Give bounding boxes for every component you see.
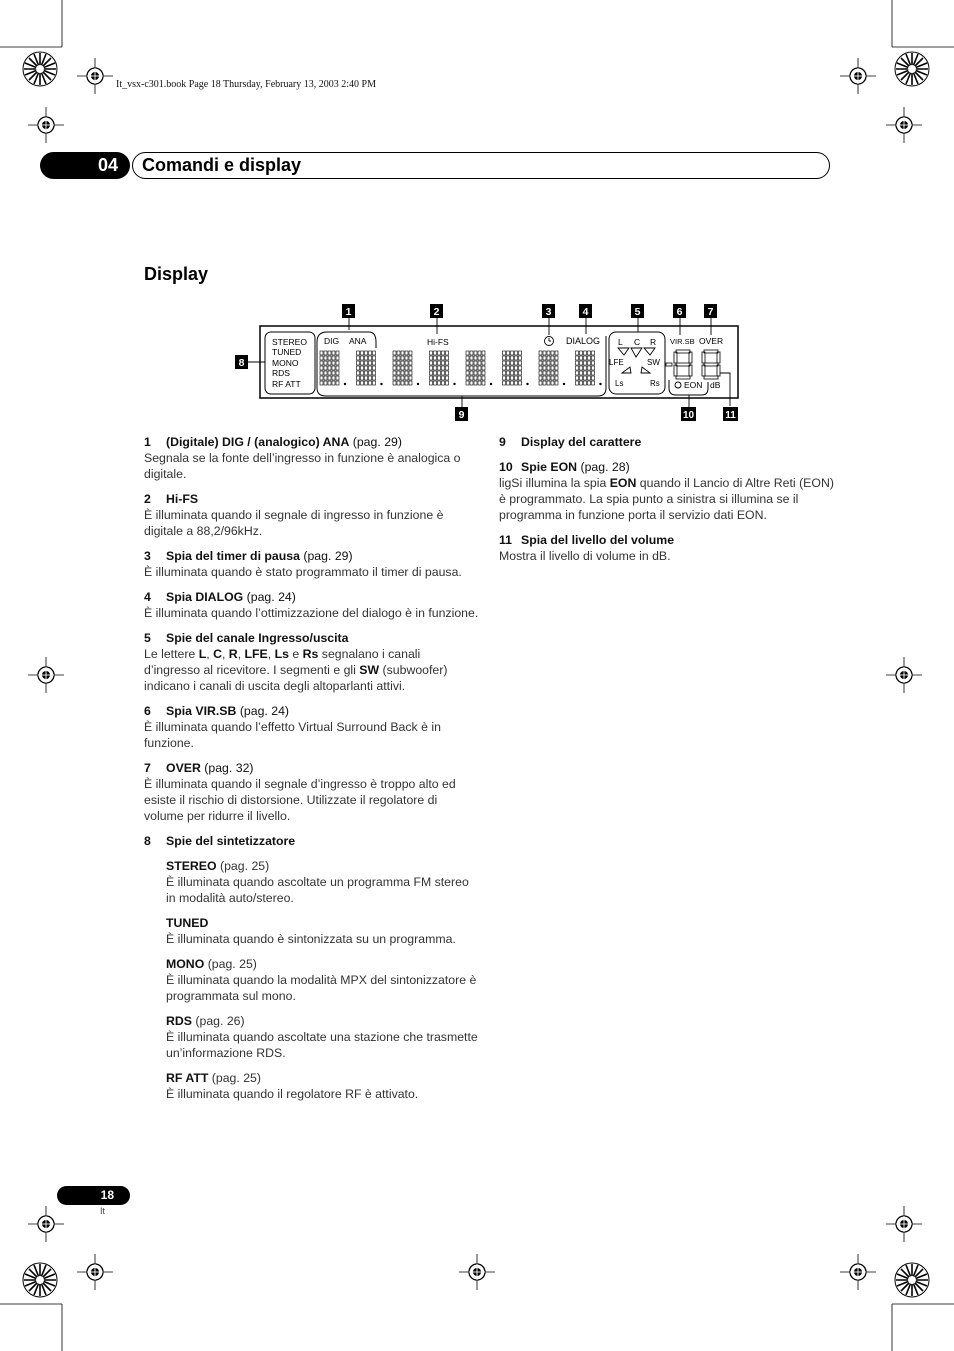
item-entry: 2 Hi-FS È illuminata quando il segnale di ingresso in funzione è digitale a 88,2/96kHz. [144, 492, 444, 538]
item-list-1-4 [144, 434, 479, 621]
page-language: It [100, 1206, 106, 1216]
callout-6 [673, 304, 686, 335]
over-label: OVER [699, 336, 724, 346]
character-cell [393, 351, 419, 385]
character-cell [466, 351, 492, 385]
display-diagram [232, 300, 752, 430]
eon-label: EON [684, 380, 703, 390]
chapter-title: Comandi e display [142, 155, 302, 175]
svg-text:5: 5 [634, 306, 641, 318]
svg-text:6: 6 [676, 306, 683, 318]
callout-10 [681, 395, 696, 421]
item-10: 10 Spie EON (pag. 28) ligSi illumina la spia EON quando il Lancio di Altre Reti (EON) è programmato. La spia punto a sinistra si illumina se il programma in funzione porta il servizio dati EON. [499, 460, 834, 522]
synth-subitems [144, 858, 479, 1102]
channel-label-rs: Rs [650, 379, 660, 388]
callout-2 [430, 304, 443, 334]
channel-label-c: C [634, 337, 641, 347]
print-header: It_vsx-c301.book Page 18 Thursday, February 13, 2003 2:40 PM [116, 79, 376, 90]
tuner-label-mono: MONO [272, 358, 299, 368]
tuner-label-rfatt: RF ATT [272, 379, 301, 389]
tuner-label-stereo: STEREO [272, 337, 307, 347]
item-entry: 6 Spia VIR.SB (pag. 24) È illuminata quando l’effetto Virtual Surround Back è in funzione. [144, 704, 441, 750]
hifs-label: Hi-FS [427, 337, 449, 347]
svg-text:3: 3 [545, 306, 552, 318]
volume-minus-segment [666, 363, 672, 366]
item-entry: 7 OVER (pag. 32) È illuminata quando il segnale d’ingresso è troppo alto ed esiste il rischio di distorsione. Utilizzate il regolatore di volume per ridurre il livello. [144, 761, 456, 823]
dig-label: DIG [324, 336, 340, 346]
section-title: Display [144, 264, 209, 284]
synth-subitem: MONO (pag. 25) È illuminata quando la modalità MPX del sintonizzatore è programmata sul mono. [166, 957, 477, 1003]
volume-digits [666, 350, 720, 379]
svg-text:8: 8 [238, 357, 245, 369]
ana-label: ANA [349, 336, 367, 346]
channel-label-r: R [650, 337, 657, 347]
synth-subitem: RF ATT (pag. 25) È illuminata quando il regolatore RF è attivato. [166, 1071, 419, 1101]
item-entry: 3 Spia del timer di pausa (pag. 29) È illuminata quando è stato programmato il timer di pausa. [144, 549, 462, 579]
volume-digit [702, 350, 720, 379]
character-digits [320, 351, 602, 385]
page-number: 18 [57, 1186, 130, 1205]
item-entry: 1 (Digitale) DIG / (analogico) ANA (pag. 29) Segnala se la fonte dell’ingresso in funzione è analogica o digitale. [144, 435, 461, 481]
svg-text:10: 10 [682, 410, 695, 421]
callout-3 [542, 304, 555, 335]
item-8: 8 Spie del sintetizzatore STEREO (pag. 25) È illuminata quando ascoltate un programma FM stereo in modalità auto/stereo. TUNED È illuminata quando è sintonizzata su un programma. MONO (pag. 25) È illuminata quando la modalità MPX del sintonizzatore è programmata sul mono. RDS (pag. 26) È illuminata quando ascoltate una stazione che trasmette un’informazione RDS. RF ATT (pag. 25) È illuminata quando il regolatore RF è attivato. [144, 834, 478, 1101]
right-column [499, 434, 834, 573]
svg-text:11: 11 [725, 410, 736, 421]
volume-digit [674, 350, 692, 379]
callout-7 [704, 304, 717, 335]
callout-9 [455, 396, 468, 421]
callout-markers [235, 304, 738, 421]
svg-text:1: 1 [345, 306, 352, 318]
svg-text:9: 9 [458, 409, 465, 421]
synth-subitem: TUNED È illuminata quando è sintonizzata su un programma. [166, 916, 456, 946]
left-column [144, 434, 479, 1111]
svg-text:7: 7 [707, 306, 714, 318]
character-cell [576, 351, 602, 385]
character-cell [430, 351, 456, 385]
character-cell [503, 351, 529, 385]
callout-11 [723, 407, 738, 421]
callout-5 [631, 304, 644, 332]
synth-subitem: RDS (pag. 26) È illuminata quando ascoltate una stazione che trasmette un’informazione RDS. [166, 1014, 478, 1060]
svg-text:4: 4 [582, 306, 589, 318]
channel-label-lfe: LFE [609, 358, 624, 367]
callout-4 [579, 304, 592, 334]
svg-text:2: 2 [433, 306, 440, 318]
synth-subitem: STEREO (pag. 25) È illuminata quando ascoltate un programma FM stereo in modalità auto/stereo. [166, 859, 469, 905]
item-11: 11 Spia del livello del volume Mostra il livello di volume in dB. [499, 533, 675, 563]
character-cell [320, 351, 346, 385]
item-5: 5 Spie del canale Ingresso/uscita Le lettere L, C, R, LFE, Ls e Rs segnalano i canali d’ingresso al ricevitore. I segmenti e gli SW (subwoofer) indicano i canali di uscita degli altoparlanti attivi. [144, 631, 448, 693]
channel-label-ls: Ls [615, 379, 624, 388]
tuner-label-rds: RDS [272, 368, 290, 378]
item-entry: 4 Spia DIALOG (pag. 24) È illuminata quando l’ottimizzazione del dialogo è in funzione. [144, 590, 479, 620]
dialog-label: DIALOG [566, 336, 601, 346]
item-9: 9 Display del carattere [499, 435, 642, 449]
eon-dot [675, 382, 681, 388]
item-list-6-7 [144, 703, 479, 824]
tuner-label-tuned: TUNED [272, 347, 302, 357]
virsb-label: VIR.SB [670, 337, 695, 346]
character-cell [357, 351, 383, 385]
chapter-number-badge: 04 [40, 152, 130, 179]
db-label: dB [710, 380, 721, 390]
channel-label-sw: SW [647, 358, 660, 367]
channel-label-l: L [618, 337, 623, 347]
character-cell [539, 351, 565, 385]
